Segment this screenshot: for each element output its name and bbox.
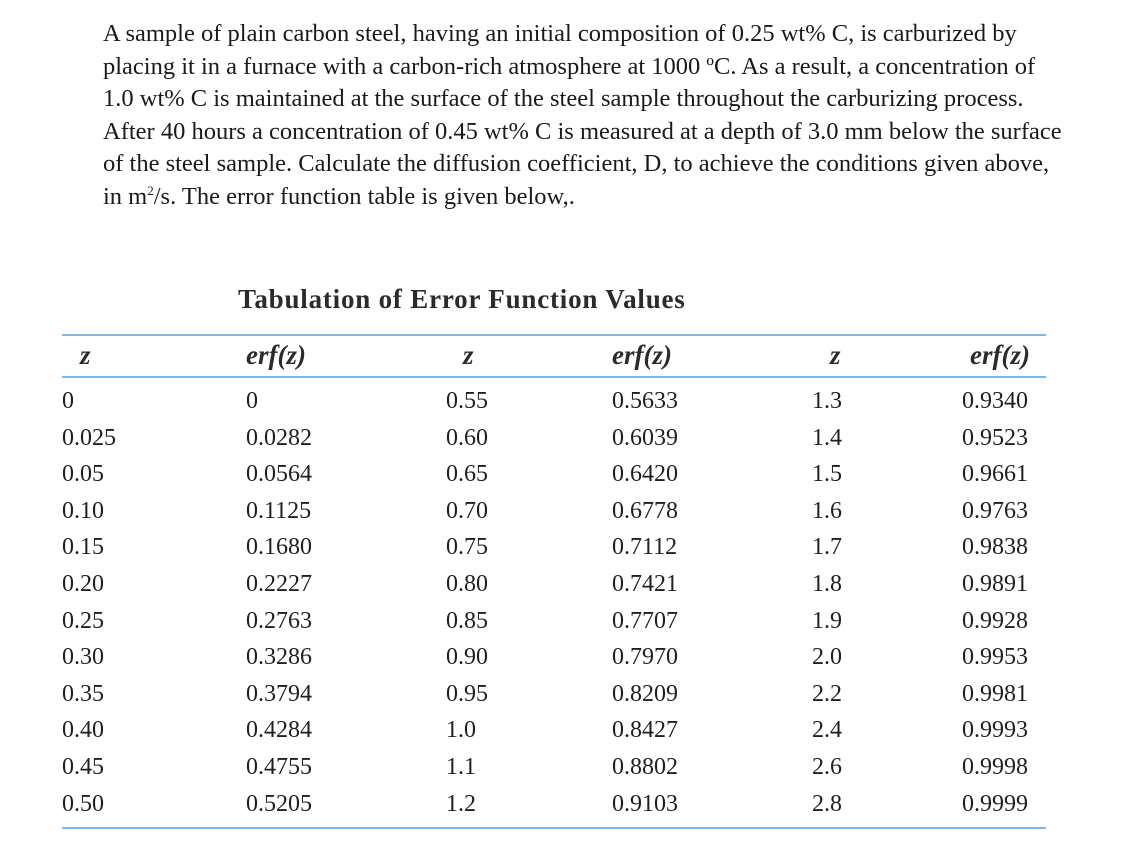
table-cell: 0.025 [62,424,116,451]
table-cell: 0.1680 [246,534,312,561]
table-cell: 0.9993 [962,717,1028,744]
table-header-rule [62,376,1046,378]
table-cell: 0 [62,388,74,414]
table-cell: 0.20 [62,571,104,597]
table-cell: 0.9763 [962,497,1028,524]
table-cell: 0.8209 [612,680,678,707]
table-cell: 0.0564 [246,461,312,488]
table-cell: 0.65 [446,461,488,488]
table-cell: 0.9928 [962,607,1028,634]
header-erf-3: erf(z) [970,340,1030,370]
table-cell: 0.55 [446,388,488,414]
table-cell: 1.0 [446,717,476,744]
table-cell: 2.8 [812,790,842,817]
table-cell: 0.9340 [962,388,1028,414]
table-cell: 0.40 [62,717,104,744]
table-cell: 0.9953 [962,644,1028,671]
table-cell: 1.4 [812,424,842,451]
table-cell: 2.4 [812,717,842,744]
table-cell: 0.9999 [962,790,1028,817]
table-cell: 0.6420 [612,461,678,488]
table-cell: 0.7707 [612,607,678,634]
table-cell: 0.70 [446,497,488,524]
table-cell: 2.2 [812,680,842,707]
problem-superscript: 2 [147,182,154,198]
problem-statement [103,18,1063,213]
table-cell: 0.9838 [962,534,1028,561]
header-erf-1: erf(z) [246,340,306,370]
table-cell: 0.9981 [962,680,1028,707]
table-cell: 0.75 [446,534,488,561]
table-cell: 0.60 [446,424,488,451]
table-cell: 0.7112 [612,534,678,561]
table-cell: 0.6039 [612,424,678,451]
table-cell: 0.50 [62,790,104,817]
table-title: Tabulation of Error Function Values [238,284,686,314]
table-cell: 0.9998 [962,754,1028,780]
table-cell: 1.1 [446,754,476,780]
table-cell: 0 [246,388,258,414]
table-cell: 0.30 [62,644,104,671]
table-cell: 1.6 [812,497,842,524]
table-cell: 0.5205 [246,790,312,817]
table-cell: 0.7970 [612,644,678,671]
table-cell: 0.4755 [246,754,312,780]
table-cell: 0.85 [446,607,488,634]
table-cell: 1.5 [812,461,842,488]
table-cell: 1.3 [812,388,842,414]
table-cell: 0.7421 [612,571,678,597]
table-cell: 0.1125 [246,497,312,524]
table-cell: 0.15 [62,534,104,561]
table-cell: 0.5633 [612,388,678,414]
table-cell: 1.8 [812,571,842,597]
table-cell: 1.2 [446,790,476,817]
table-cell: 0.4284 [246,717,312,744]
table-cell: 0.35 [62,680,104,707]
table-cell: 0.45 [62,754,104,780]
table-cell: 0.0282 [246,424,312,451]
table-cell: 0.10 [62,497,104,524]
table-cell: 0.3286 [246,644,312,671]
header-z-1: z [80,340,91,370]
table-cell: 0.9661 [962,461,1028,488]
table-cell: 0.05 [62,461,104,488]
table-cell: 0.2763 [246,607,312,634]
table-cell: 0.9103 [612,790,678,817]
table-cell: 0.25 [62,607,104,634]
table-cell: 0.9523 [962,424,1028,451]
table-cell: 0.6778 [612,497,678,524]
table-cell: 0.8427 [612,717,678,744]
table-cell: 0.95 [446,680,488,707]
header-z-2: z [463,340,474,370]
table-cell: 2.6 [812,754,842,780]
problem-text-part1: A sample of plain carbon steel, having an initial composition of 0.25 wt% C, is carburized by placing it in a furnace with a carbon-rich atmosphere at 1000 ºC. As a result, a concentration of 1.0 wt% C is maintained at the surface of the steel sample throughout the carburizing process. After 40 hours a concentration of 0.45 wt% C is measured at a depth of 3.0 mm below the surface of the steel sample. Calculate the diffusion coefficient, D, to achieve the conditions given above, in m [103,20,1062,210]
table-cell: 0.8802 [612,754,678,780]
problem-text-part2: /s. The error function table is given below,. [153,182,575,210]
header-z-3: z [830,340,841,370]
table-cell: 0.3794 [246,680,312,707]
table-bottom-rule [62,827,1046,829]
table-cell: 0.9891 [962,571,1028,597]
table-cell: 2.0 [812,644,842,671]
table-cell: 0.2227 [246,571,312,597]
header-erf-2: erf(z) [612,340,672,370]
table-cell: 0.80 [446,571,488,597]
table-cell: 1.7 [812,534,842,561]
table-top-rule [62,334,1046,336]
table-cell: 0.90 [446,644,488,671]
table-cell: 1.9 [812,607,842,634]
